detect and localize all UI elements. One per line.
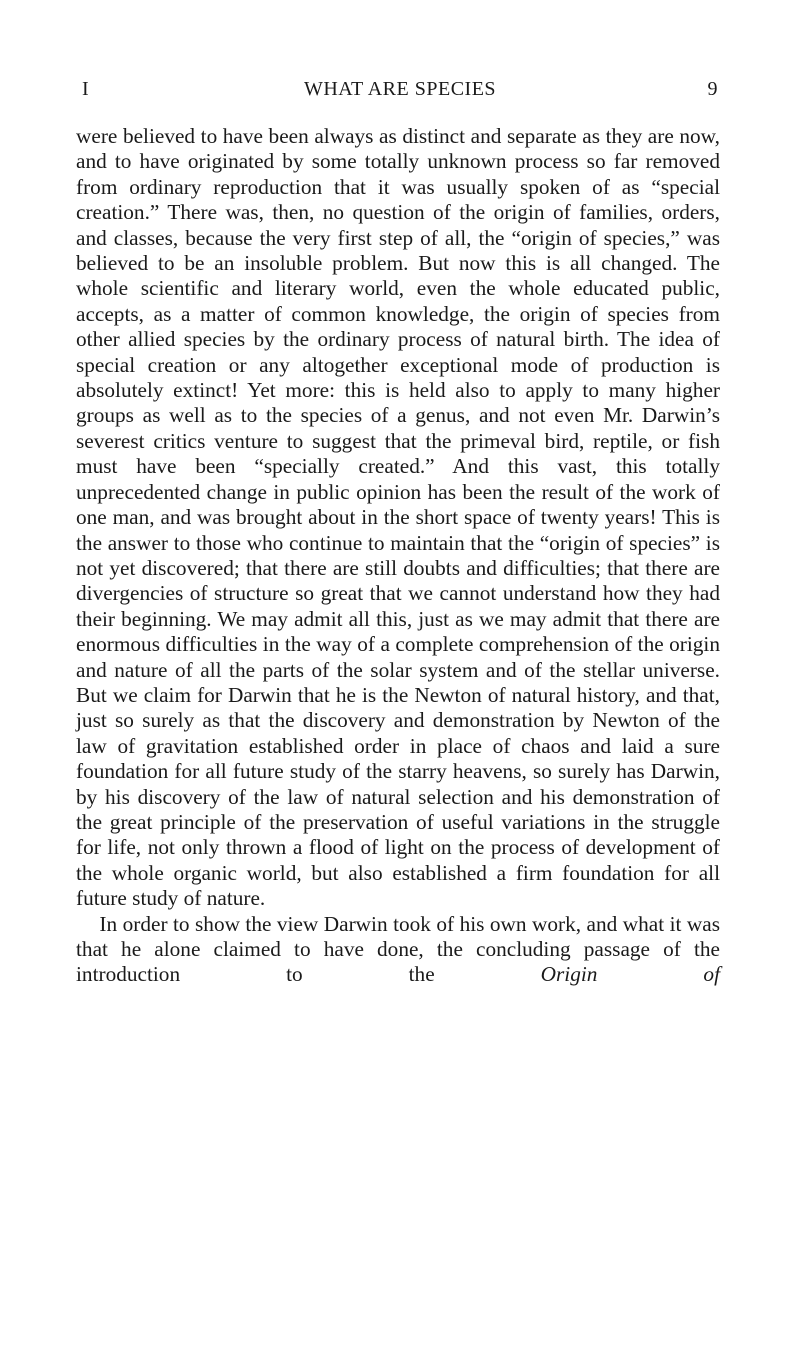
- body-text: [76, 124, 720, 988]
- italic-title-fragment: Origin of: [540, 962, 720, 987]
- paragraph-2-text: In order to show the view Darwin took of his own work, and what it was that he alone claimed to have done, the concluding passage of the introduction to the: [76, 911, 720, 987]
- paragraph-2: [76, 912, 720, 988]
- running-head-title: WHAT ARE SPECIES: [303, 78, 497, 100]
- chapter-number: I: [82, 78, 90, 100]
- page-number: 9: [707, 78, 718, 100]
- running-head: [80, 78, 720, 104]
- paragraph-1: were believed to have been always as distinct and separate as they are now, and to have originated by some totally unknown process so far removed from ordinary reproduction that it was usually spoken of as “special creation.” There was, then, no question of the origin of families, orders, and classes, because the very first step of all, the “origin of species,” was believed to be an insoluble problem. But now this is all changed. The whole scientific and literary world, even the whole educated public, accepts, as a matter of common knowledge, the origin of species from other allied species by the ordinary process of natural birth. The idea of special creation or any altogether exceptional mode of production is absolutely extinct! Yet more: this is held also to apply to many higher groups as well as to the species of a genus, and not even Mr. Darwin’s severest critics venture to suggest that the primeval bird, reptile, or fish must have been “specially created.” And this vast, this totally unprecedented change in public opinion has been the result of the work of one man, and was brought about in the short space of twenty years! This is the answer to those who continue to maintain that the “origin of species” is not yet discovered; that there are still doubts and difficulties; that there are divergencies of structure so great that we cannot understand how they had their beginning. We may admit all this, just as we may admit that there are enormous difficulties in the way of a complete comprehension of the origin and nature of all the parts of the solar system and of the stellar universe. But we claim for Darwin that he is the Newton of natural history, and that, just so surely as that the discovery and demonstration by Newton of the law of gravitation established order in place of chaos and laid a sure foundation for all future study of the starry heavens, so surely has Darwin, by his discovery of the law of natural selection and his demonstration of the great principle of the preservation of useful variations in the struggle for life, not only thrown a flood of light on the process of development of the whole organic world, but also established a firm foundation for all future study of nature.: [76, 124, 720, 911]
